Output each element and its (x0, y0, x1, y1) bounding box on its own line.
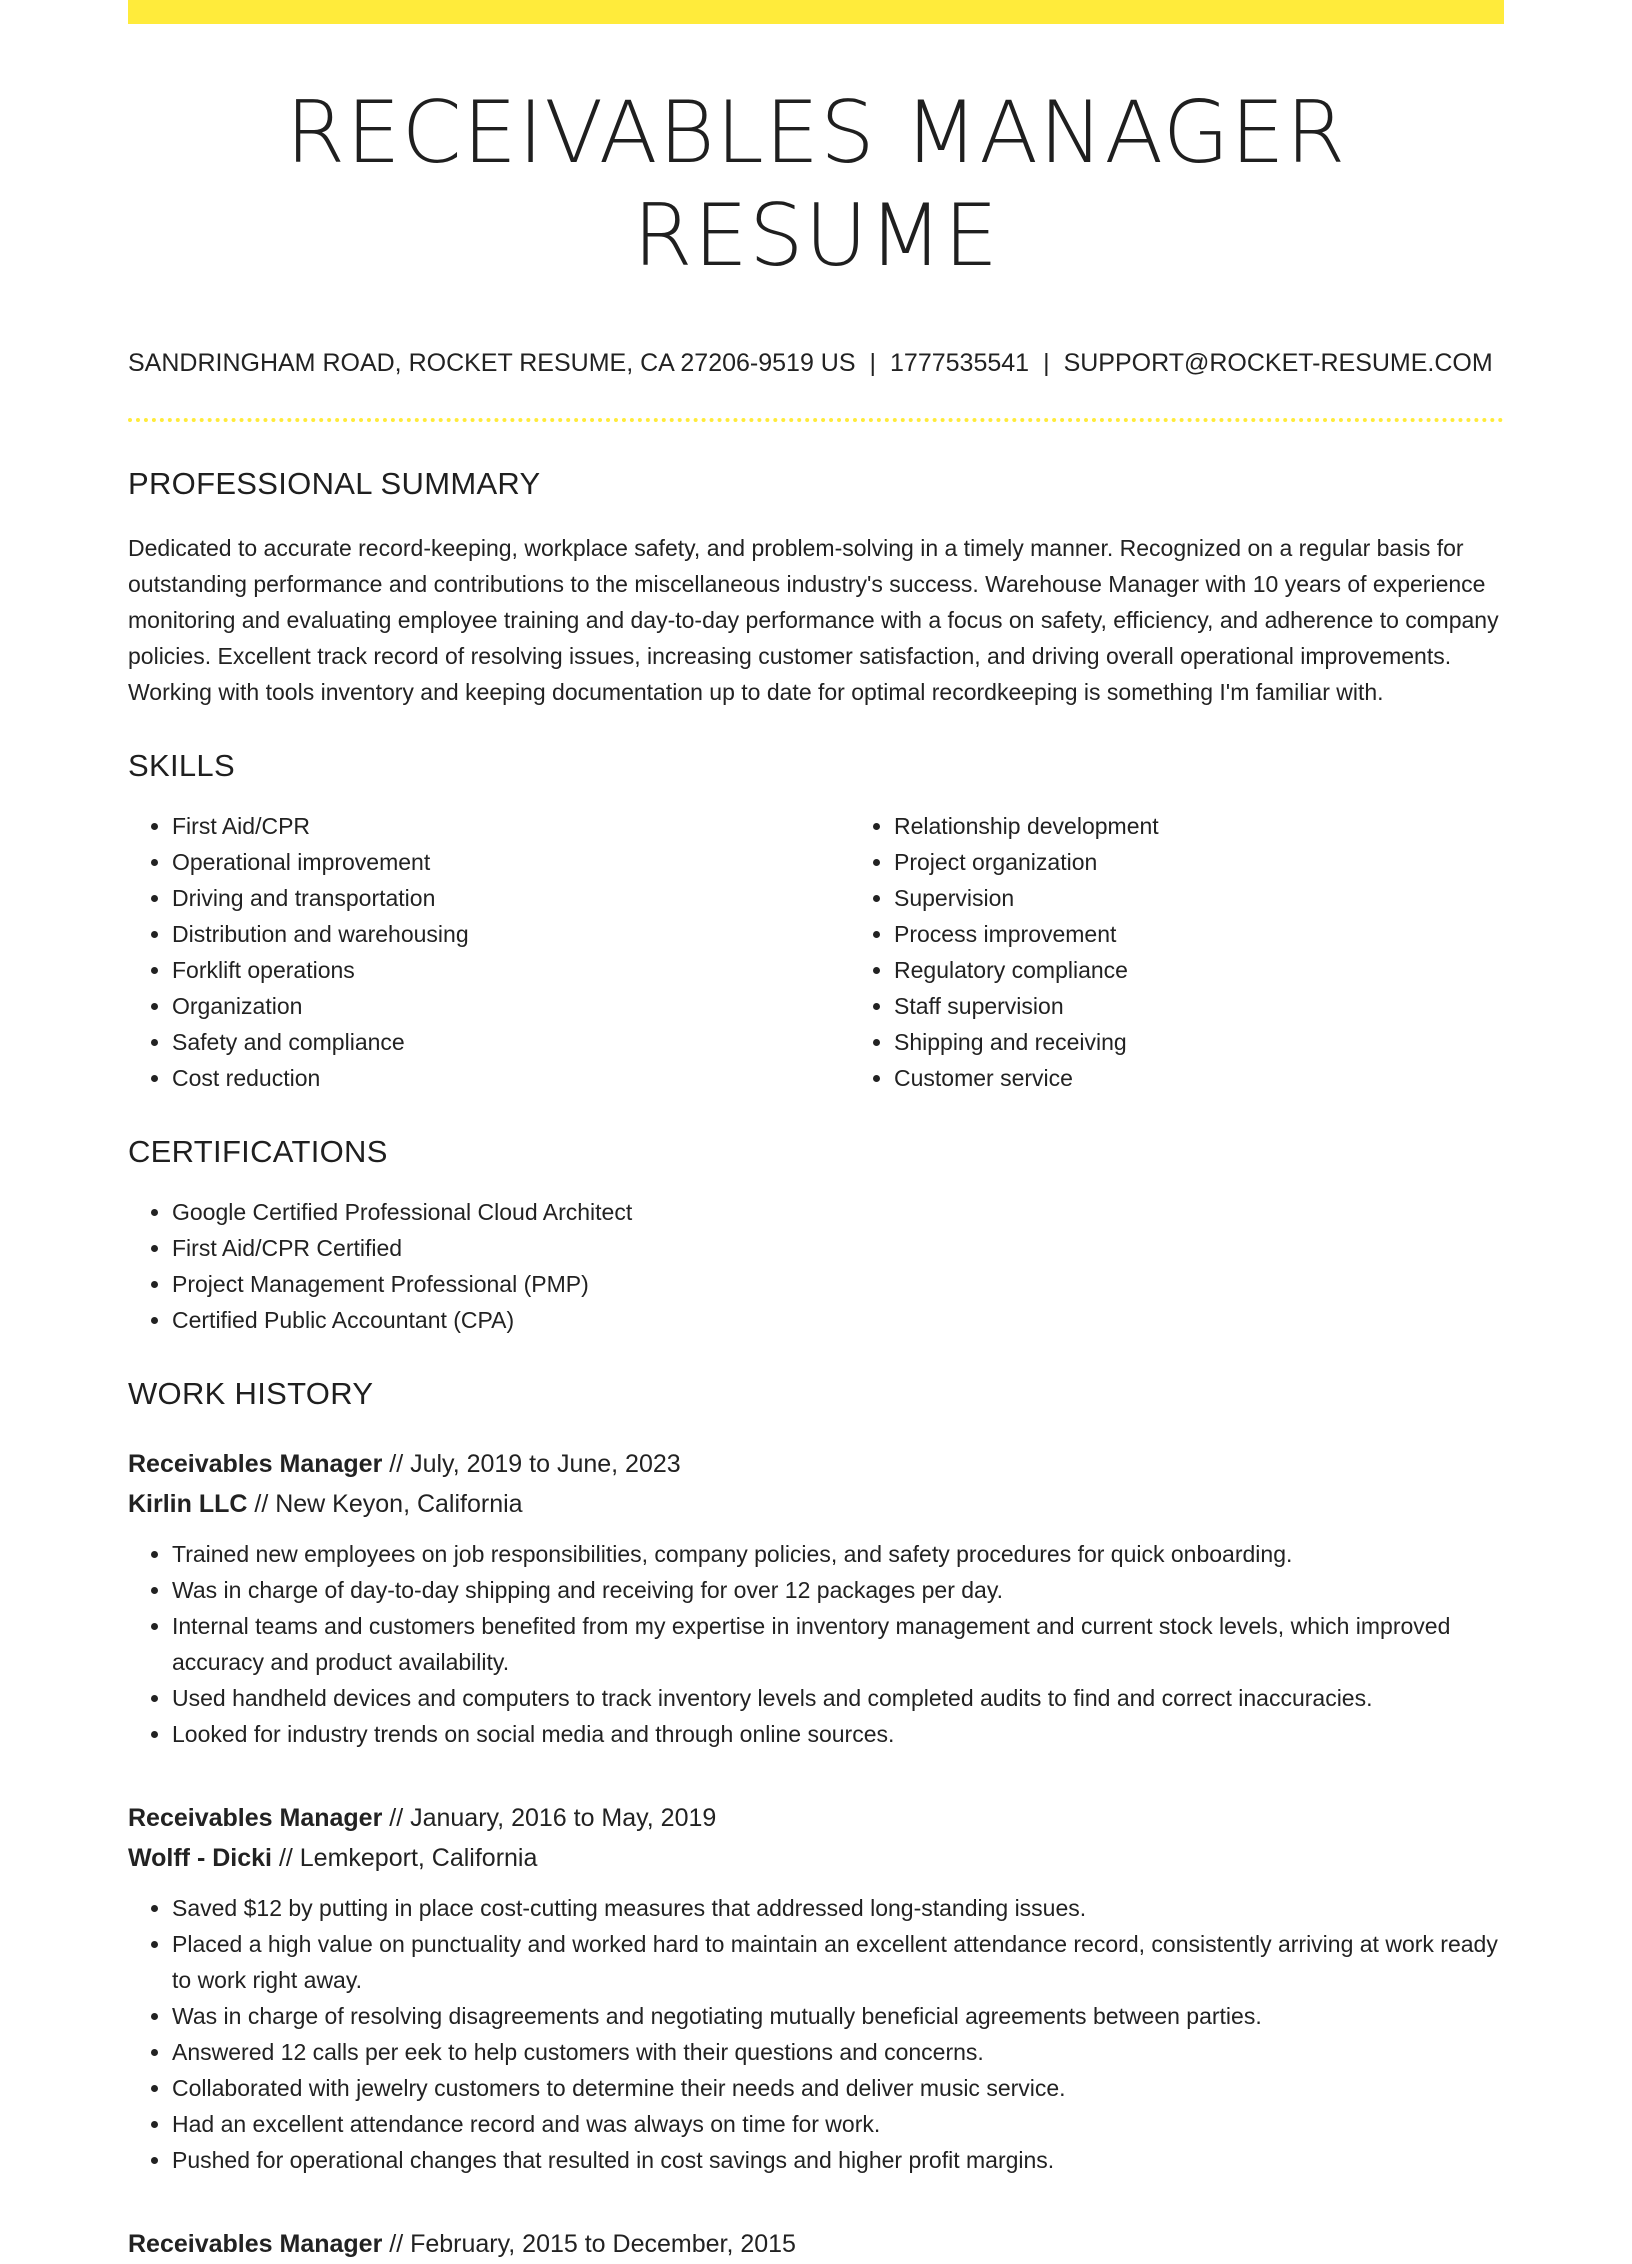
resume-title: RECEIVABLES MANAGER RESUME (285, 83, 1347, 287)
job-entry (128, 1798, 1504, 2178)
skills-list-left (128, 808, 850, 1096)
job-title-line (128, 1444, 1504, 1484)
job-title-line (128, 1798, 1504, 1838)
skill-item: • First Aid/CPR (172, 808, 850, 844)
dotted-divider (128, 418, 1504, 422)
job-bullets (128, 1890, 1504, 2178)
job-entry (128, 2224, 1504, 2264)
job-title-line (128, 2224, 1504, 2264)
contact-separator: | (869, 349, 877, 378)
accent-top-bar (128, 0, 1504, 24)
skill-item: • Customer service (894, 1060, 1504, 1096)
skill-item: • Distribution and warehousing (172, 916, 850, 952)
section-heading-certifications: CERTIFICATIONS (128, 1134, 388, 1170)
certifications-list (128, 1194, 1504, 1338)
certification-item: • Certified Public Accountant (CPA) (172, 1302, 1504, 1338)
contact-line (128, 348, 1504, 378)
job-bullet: • Saved $12 by putting in place cost-cutting measures that addressed long-standing issues. (172, 1890, 1504, 1926)
skill-item: • Process improvement (894, 916, 1504, 952)
certification-item: • First Aid/CPR Certified (172, 1230, 1504, 1266)
skill-item: • Driving and transportation (172, 880, 850, 916)
certifications-section (128, 1134, 1504, 1338)
certification-item: • Project Management Professional (PMP) (172, 1266, 1504, 1302)
contact-phone: 1777535541 (890, 349, 1030, 378)
job-bullet: • Internal teams and customers benefited from my expertise in inventory management and current stock levels, which improved accuracy and product availability. (172, 1608, 1504, 1680)
job-dates: // January, 2016 to May, 2019 (389, 1804, 717, 1833)
section-heading-summary: PROFESSIONAL SUMMARY (128, 466, 541, 502)
skill-item: • Staff supervision (894, 988, 1504, 1024)
skill-item: • Safety and compliance (172, 1024, 850, 1060)
job-bullet: • Had an excellent attendance record and was always on time for work. (172, 2106, 1504, 2142)
skill-item: • Cost reduction (172, 1060, 850, 1096)
skill-item: • Supervision (894, 880, 1504, 916)
skill-item: • Relationship development (894, 808, 1504, 844)
job-title: Receivables Manager (128, 2230, 383, 2259)
job-bullet: • Placed a high value on punctuality and worked hard to maintain an excellent attendance record, consistently arriving at work ready to work right away. (172, 1926, 1504, 1998)
skill-item: • Project organization (894, 844, 1504, 880)
job-bullet: • Pushed for operational changes that resulted in cost savings and higher profit margins. (172, 2142, 1504, 2178)
skill-item: • Forklift operations (172, 952, 850, 988)
contact-address: SANDRINGHAM ROAD, ROCKET RESUME, CA 27206-9519 US (128, 349, 856, 378)
skill-item: • Shipping and receiving (894, 1024, 1504, 1060)
job-title: Receivables Manager (128, 1450, 383, 1479)
job-bullet: • Answered 12 calls per eek to help customers with their questions and concerns. (172, 2034, 1504, 2070)
job-company: Kirlin LLC (128, 1490, 248, 1519)
summary-section (128, 466, 1504, 710)
skill-item: • Operational improvement (172, 844, 850, 880)
resume-page (128, 0, 1504, 2264)
skills-list-right (850, 808, 1504, 1096)
job-bullet: • Used handheld devices and computers to track inventory levels and completed audits to find and correct inaccuracies. (172, 1680, 1504, 1716)
job-location: // Lemkeport, California (278, 1844, 538, 1873)
job-entry (128, 1444, 1504, 1752)
section-heading-work-history: WORK HISTORY (128, 1376, 374, 1412)
contact-separator: | (1043, 349, 1050, 378)
job-bullet: • Collaborated with jewelry customers to determine their needs and deliver music service. (172, 2070, 1504, 2106)
skills-grid (128, 784, 1504, 1096)
section-heading-skills: SKILLS (128, 748, 235, 784)
job-bullet: • Was in charge of resolving disagreements and negotiating mutually beneficial agreements between parties. (172, 1998, 1504, 2034)
job-dates: // February, 2015 to December, 2015 (389, 2230, 796, 2259)
job-bullet: • Looked for industry trends on social media and through online sources. (172, 1716, 1504, 1752)
job-location: // New Keyon, California (254, 1490, 523, 1519)
job-dates: // July, 2019 to June, 2023 (389, 1450, 681, 1479)
job-company: Wolff - Dicki (128, 1844, 272, 1873)
skill-item: • Organization (172, 988, 850, 1024)
job-bullet: • Trained new employees on job responsibilities, company policies, and safety procedures for quick onboarding. (172, 1536, 1504, 1572)
job-bullet: • Was in charge of day-to-day shipping and receiving for over 12 packages per day. (172, 1572, 1504, 1608)
skills-section (128, 748, 1504, 1096)
skill-item: • Regulatory compliance (894, 952, 1504, 988)
certification-item: • Google Certified Professional Cloud Architect (172, 1194, 1504, 1230)
job-title: Receivables Manager (128, 1804, 383, 1833)
work-history-section (128, 1376, 1504, 2264)
job-company-line (128, 1484, 1504, 1524)
job-company-line (128, 1838, 1504, 1878)
job-bullets (128, 1536, 1504, 1752)
summary-text: Dedicated to accurate record-keeping, workplace safety, and problem-solving in a timely manner. Recognized on a regular basis for outstanding performance and contributions to the miscellaneous industry's success. Warehouse Manager with 10 years of experience monitoring and evaluating employee training and day-to-day performance with a focus on safety, efficiency, and adherence to company policies. Excellent track record of resolving issues, increasing customer satisfaction, and driving overall operational improvements. Working with tools inventory and keeping documentation up to date for optimal recordkeeping is something I'm familiar with. (128, 535, 1499, 706)
contact-email[interactable]: SUPPORT@ROCKET-RESUME.COM (1063, 349, 1493, 378)
